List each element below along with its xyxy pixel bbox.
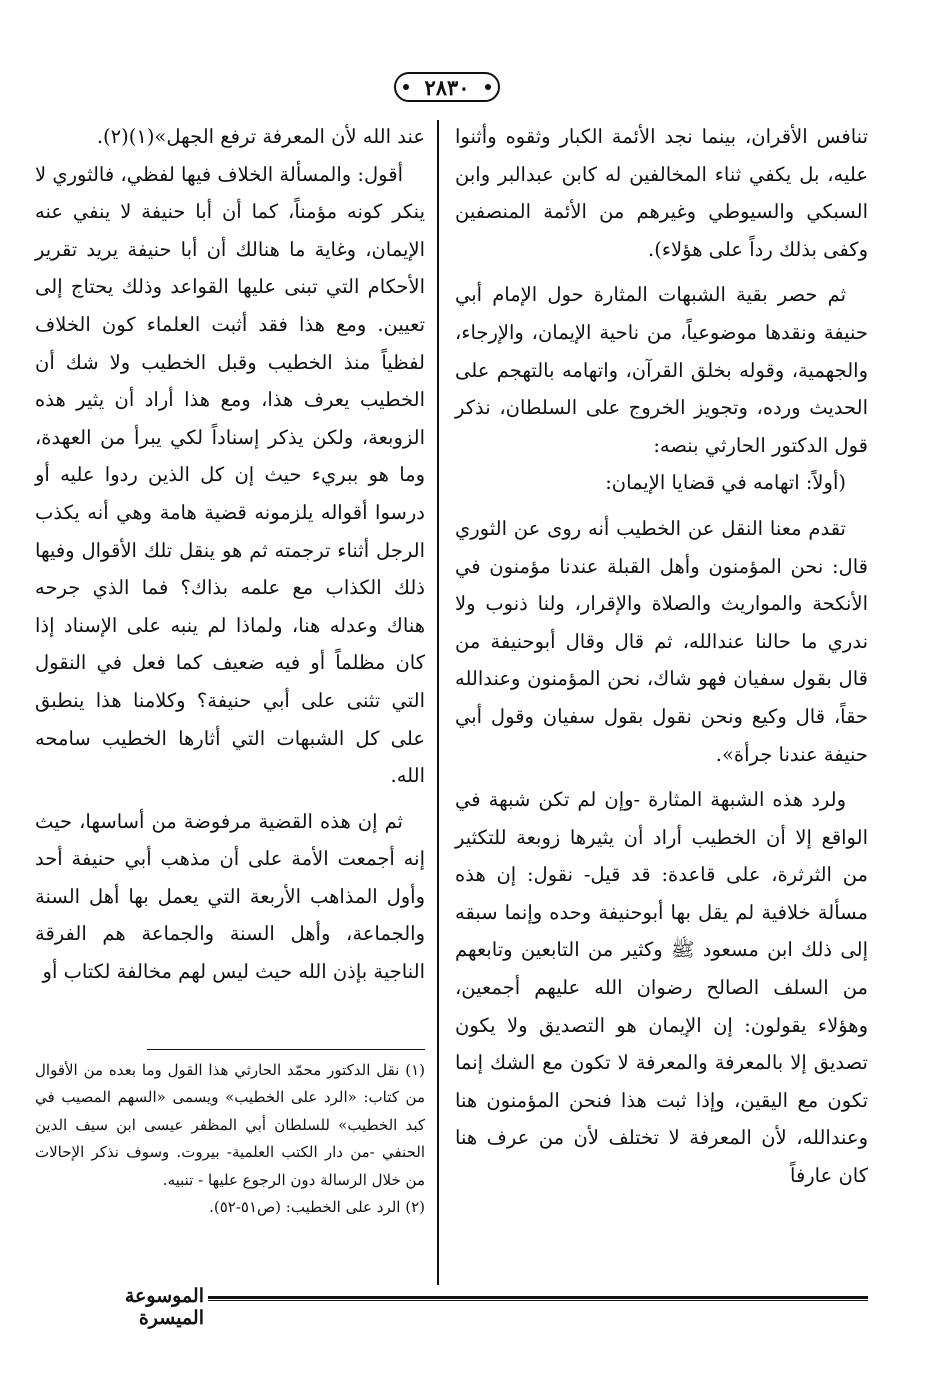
column-divider (437, 120, 439, 1285)
page-number (394, 72, 500, 102)
paragraph: تنافس الأقران، بينما نجد الأئمة الكبار وثقوه وأثنوا عليه، بل يكفي ثناء المخالفين له كابن عبدالبر وابن السبكي والسيوطي وغيرهم من الأئمة المنصفين وكفى بذلك رداً على هؤلاء). (455, 125, 868, 261)
paragraph: (أولاً: اتهامه في قضايا الإيمان: (605, 471, 846, 495)
left-column (35, 118, 425, 991)
footnotes-rule (147, 1049, 425, 1050)
paragraph: ثم حصر بقية الشبهات المثارة حول الإمام أبي حنيفة ونقدها موضوعياً، من ناحية الإيمان، والإرجاء، والجهمية، وقوله بخلق القرآن، واتهامه بالتهجم على الحديث ورده، وتجويز الخروج على السلطان، نذكر قول الدكتور الحارثي بنصه: (455, 283, 868, 457)
paragraph: أقول: والمسألة الخلاف فيها لفظي، فالثوري لا ينكر كونه مؤمناً، كما أن أبا حنيفة لا ينفي عنه الإيمان، وغاية ما هنالك أن أبا حنيفة يريد تقرير الأحكام التي تبنى عليها القواعد وذلك يحتاج إلى تعيين. ومع هذا فقد أثبت العلماء كون الخلاف لفظياً منذ الخطيب وقبل الخطيب ولا شك أن الخطيب يعرف هذا، ومع هذا أراد أن يثير هذه الزوبعة، ولكن يذكر إسناداً لكي يبرأ من العهدة، وما هو ببريء حيث إن كل الذين ردوا عليه أو درسوا أقواله يلزمونه قضية هامة وهي أنه يكذب الرجل أثناء ترجمته ثم هو ينقل تلك الأقوال وفيها ذلك الكذاب مع علمه بذاك؟ فما الذي جرحه هناك وعدله هنا، ولماذا لم ينبه على الإسناد إذا كان مظلماً أو فيه ضعيف كما فعل في النقول التي تثنى على أبي حنيفة؟ وكلامنا هذا ينطبق على كل الشبهات التي أثارها الخطيب سامحه الله. (35, 162, 425, 788)
footer-rule (208, 1296, 868, 1301)
paragraph: ثم إن هذه القضية مرفوضة من أساسها، حيث إنه أجمعت الأمة على أن مذهب أبي حنيفة أحد وأول المذاهب الأربعة التي يعمل بها أهل السنة والجماعة، وأهل السنة والجماعة هم الفرقة الناجية بإذن الله حيث ليس لهم مخالفة لكتاب أو (35, 809, 425, 984)
footnote: (٢) الرد على الخطيب: (ص٥١-٥٢). (209, 1198, 425, 1217)
right-column (455, 118, 868, 1195)
paragraph: تقدم معنا النقل عن الخطيب أنه روى عن الثوري قال: نحن المؤمنون وأهل القبلة عندنا مؤمنون في الأنكحة والمواريث والصلاة والإقرار، ولنا ذنوب ولا ندري ما حالنا عندالله، ثم قال وقال أبوحنيفة من قال بقول سفيان فهو شاك، نحن المؤمنون وعندالله حقاً، قال وكيع ونحن نقول بقول سفيان وقول أبي حنيفة عندنا جرأة». (455, 516, 868, 766)
paragraph: عند الله لأن المعرفة ترفع الجهل»(١)(٢). (96, 125, 425, 148)
page-number-text: ٢٨٣٠ (424, 74, 470, 100)
paragraph: ولرد هذه الشبهة المثارة -وإن لم تكن شبهة في الواقع إلا أن الخطيب أراد أن يثيرها زوبعة للتكثير من الثرثرة، على قاعدة: قد قيل- نقول: إن هذه مسألة خلافية لم يقل بها أبوحنيفة وحده وإنما سبقه إلى ذلك ابن مسعود ﷺ وكثير من التابعين وتابعهم من السلف الصالح رضوان الله عليهم أجمعين، وهؤلاء يقولون: إن الإيمان هو التصديق ولا يكون تصديق إلا بالمعرفة والمعرفة لا تكون مع الشك إنما تكون مع اليقين، وإذا ثبت هذا فنحن المؤمنون هنا وعندالله، لأن المعرفة لا تختلف لأن من عرف هنا كان عارفاً (455, 788, 868, 1188)
footnote: (١) نقل الدكتور محمّد الحارثي هذا القول وما بعده من الأقوال من كتاب: «الرد على الخطيب» ويسمى «السهم المصيب في كبد الخطيب» للسلطان أبي المظفر عيسى ابن سيف الدين الحنفي -من دار الكتب العلمية- بيروت. وسوف نذكر الإحالات من خلال الرسالة دون الرجوع عليها - تنبيه. (35, 1061, 425, 1189)
footnotes (35, 1057, 425, 1221)
footer-title: الموسوعة الميسرة (124, 1285, 204, 1329)
